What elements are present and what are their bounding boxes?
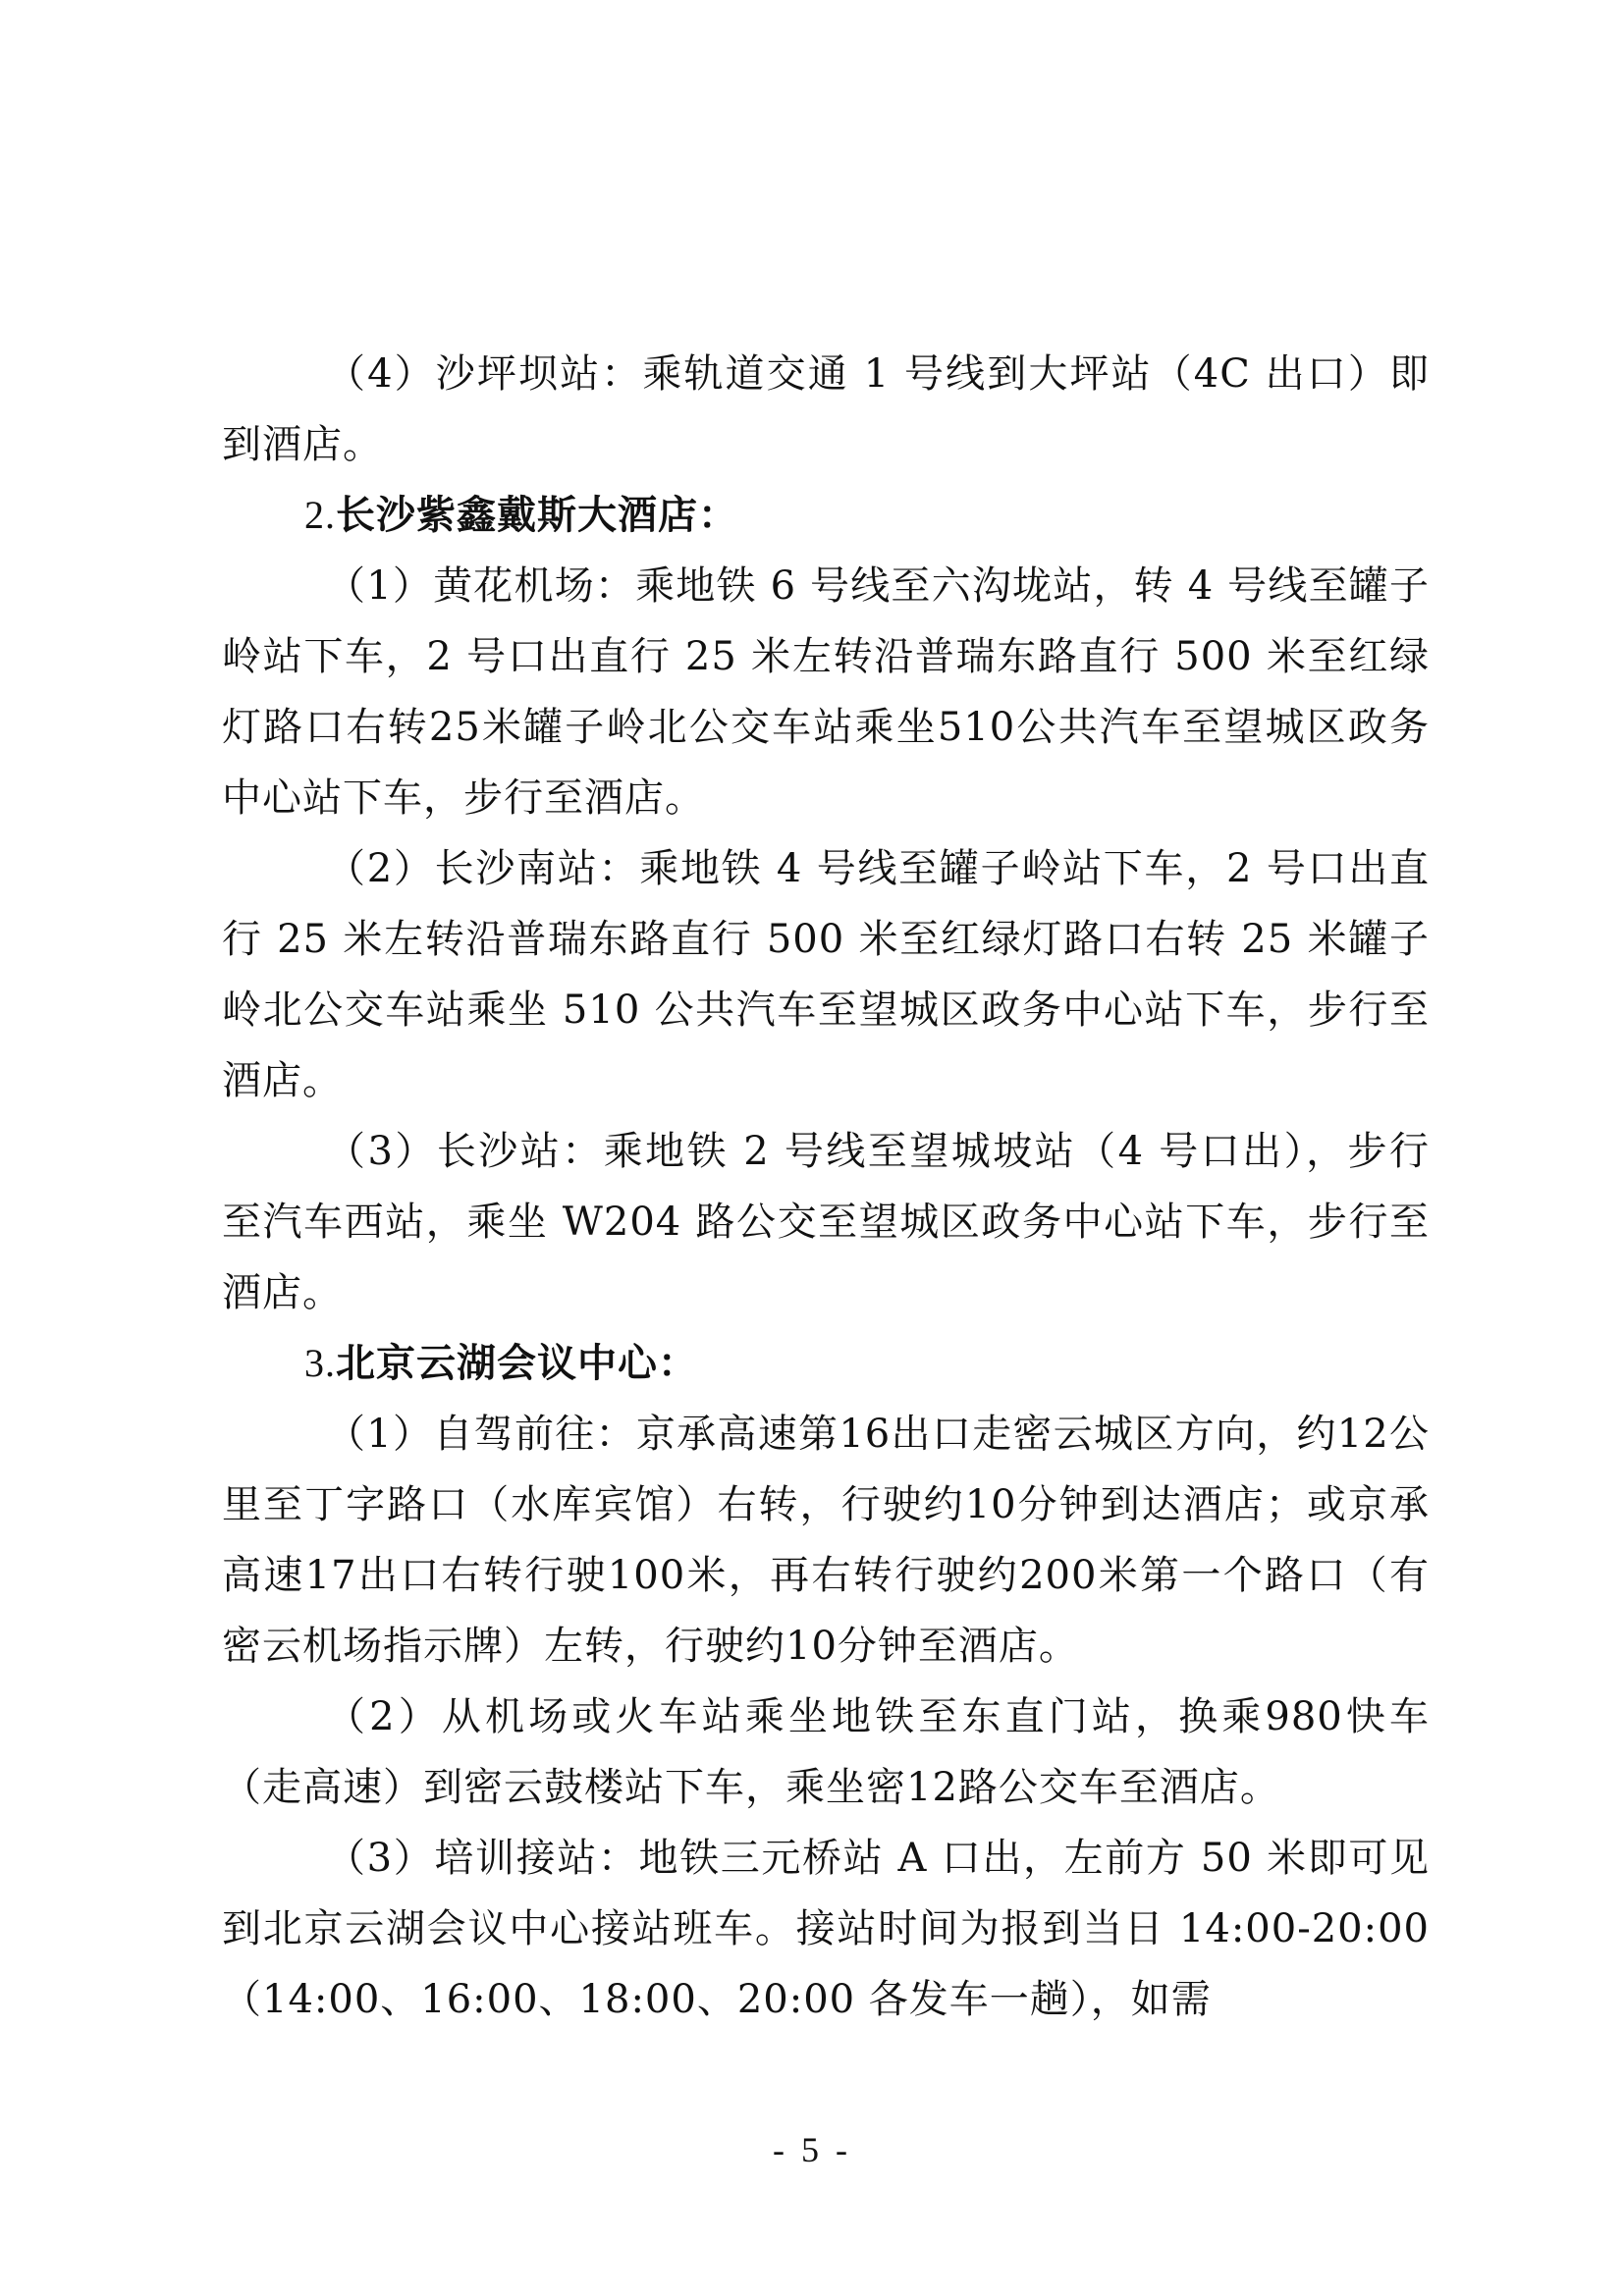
paragraph-changsha-station: （3）长沙站：乘地铁 2 号线至望城坡站（4 号口出），步行至汽车西站，乘坐 W204 路公交至望城区政务中心站下车，步行至酒店。 [222,1129,1430,1315]
paragraph-huanghua-airport: （1）黄花机场：乘地铁 6 号线至六沟垅站，转 4 号线至罐子岭站下车，2 号口出直行 25 米左转沿普瑞东路直行 500 米至红绿灯路口右转25米罐子岭北公交车站乘坐510公共汽车至望城区政务中心站下车，步行至酒店。 [222,563,1430,821]
heading-changsha-hotel [222,480,1430,551]
paragraph-subway-express: （2）从机场或火车站乘坐地铁至东直门站，换乘980快车（走高速）到密云鼓楼站下车，乘坐密12路公交车至酒店。 [222,1694,1430,1810]
paragraph-training-pickup: （3）培训接站：地铁三元桥站 A 口出，左前方 50 米即可见到北京云湖会议中心接站班车。接站时间为报到当日 14:00-20:00（14:00、16:00、18:00、20:00 各发车一趟），如需 [222,1836,1430,2022]
heading-beijing-conference-center [222,1328,1430,1399]
page-number: - 5 - [773,2130,851,2169]
document-body [222,339,1430,2035]
paragraph-changsha-south-station: （2）长沙南站：乘地铁 4 号线至罐子岭站下车，2 号口出直行 25 米左转沿普瑞东路直行 500 米至红绿灯路口右转 25 米罐子岭北公交车站乘坐 510 公共汽车至望城区政务中心站下车，步行至酒店。 [222,846,1430,1103]
heading-text: 北京云湖会议中心： [336,1340,698,1386]
paragraph-shapingba-station: （4）沙坪坝站：乘轨道交通 1 号线到大坪站（4C 出口）即到酒店。 [222,351,1430,467]
paragraph-self-driving: （1）自驾前往：京承高速第16出口走密云城区方向，约12公里至丁字路口（水库宾馆）右转，行驶约10分钟到达酒店；或京承高速17出口右转行驶100米，再右转行驶约200米第一个路口（有密云机场指示牌）左转，行驶约10分钟至酒店。 [222,1412,1430,1669]
heading-number: 3. [304,1341,336,1385]
heading-text: 长沙紫鑫戴斯大酒店： [336,492,738,538]
heading-number: 2. [304,493,336,537]
